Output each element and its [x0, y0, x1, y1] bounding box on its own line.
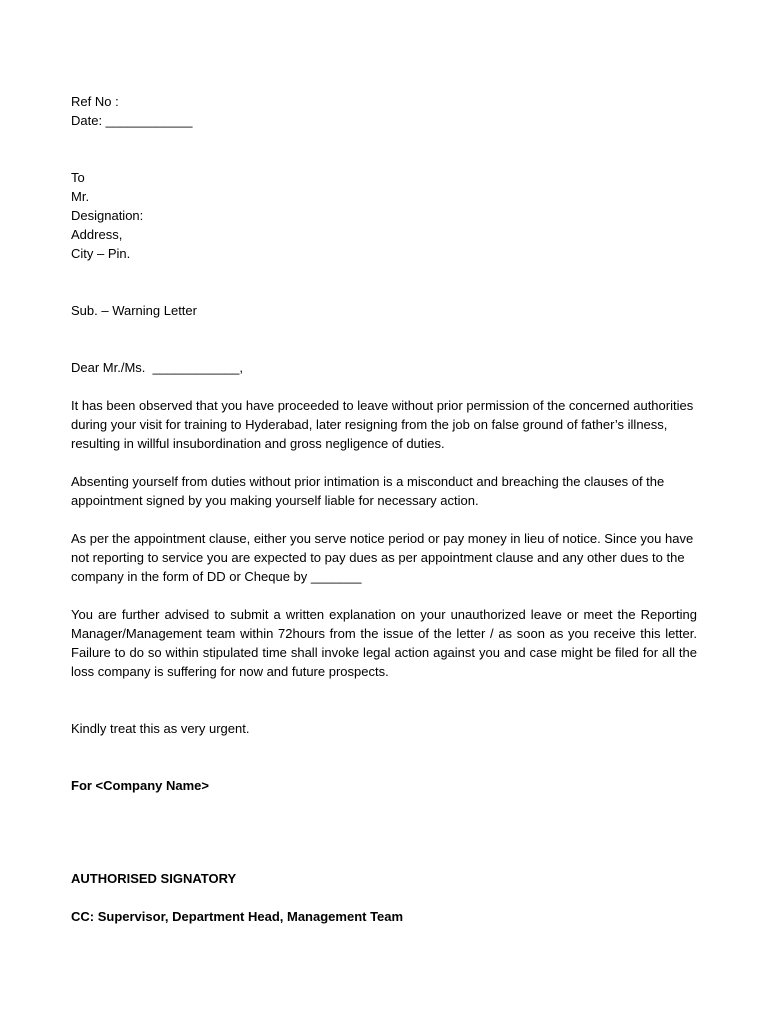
- spacer: [71, 130, 697, 168]
- recipient-city: City – Pin.: [71, 246, 131, 261]
- spacer: [71, 453, 697, 472]
- body-paragraph: As per the appointment clause, either you serve notice period or pay money in lieu of notice. Since you have not reporting to service you are expected to pay dues as per appointment clause and any other dues to the company in the form of DD or Cheque by _______: [71, 531, 694, 584]
- spacer: [71, 263, 697, 301]
- body-paragraph: Absenting yourself from duties without prior intimation is a misconduct and breaching the clauses of the appointment signed by you making yourself liable for necessary action.: [71, 474, 665, 508]
- spacer: [71, 320, 697, 358]
- salutation: Dear Mr./Ms. ____________,: [71, 360, 243, 375]
- authorised-signatory: AUTHORISED SIGNATORY: [71, 871, 237, 886]
- subject-line: Sub. – Warning Letter: [71, 303, 197, 318]
- signature-space: [71, 795, 697, 850]
- closing-request: Kindly treat this as very urgent.: [71, 721, 250, 736]
- recipient-name: Mr.: [71, 189, 90, 204]
- cc-line: CC: Supervisor, Department Head, Management Team: [71, 909, 404, 924]
- spacer: [71, 681, 697, 719]
- recipient-to: To: [71, 170, 85, 185]
- ref-number: Ref No :: [71, 94, 119, 109]
- recipient-designation: Designation:: [71, 208, 144, 223]
- recipient-block: [71, 168, 697, 263]
- warning-letter: [71, 92, 697, 926]
- date-line: Date: ____________: [71, 113, 193, 128]
- spacer: [71, 510, 697, 529]
- spacer: [71, 586, 697, 605]
- for-company: For <Company Name>: [71, 778, 209, 793]
- spacer: [71, 850, 697, 869]
- spacer: [71, 377, 697, 396]
- recipient-address: Address,: [71, 227, 123, 242]
- body-paragraph: It has been observed that you have proceeded to leave without prior permission of the concerned authorities during your visit for training to Hyderabad, later resigning from the job on false ground of father’s illness, resulting in willful insubordination and gross negligence of duties.: [71, 398, 694, 451]
- spacer: [71, 738, 697, 776]
- spacer: [71, 888, 697, 907]
- body-paragraph: You are further advised to submit a written explanation on your unauthorized leave or meet the Reporting Manager/Management team within 72hours from the issue of the letter / as soon as you receive this letter. Failure to do so within stipulated time shall invoke legal action against you and case might be filed for all the loss company is suffering for now and future prospects.: [71, 607, 697, 679]
